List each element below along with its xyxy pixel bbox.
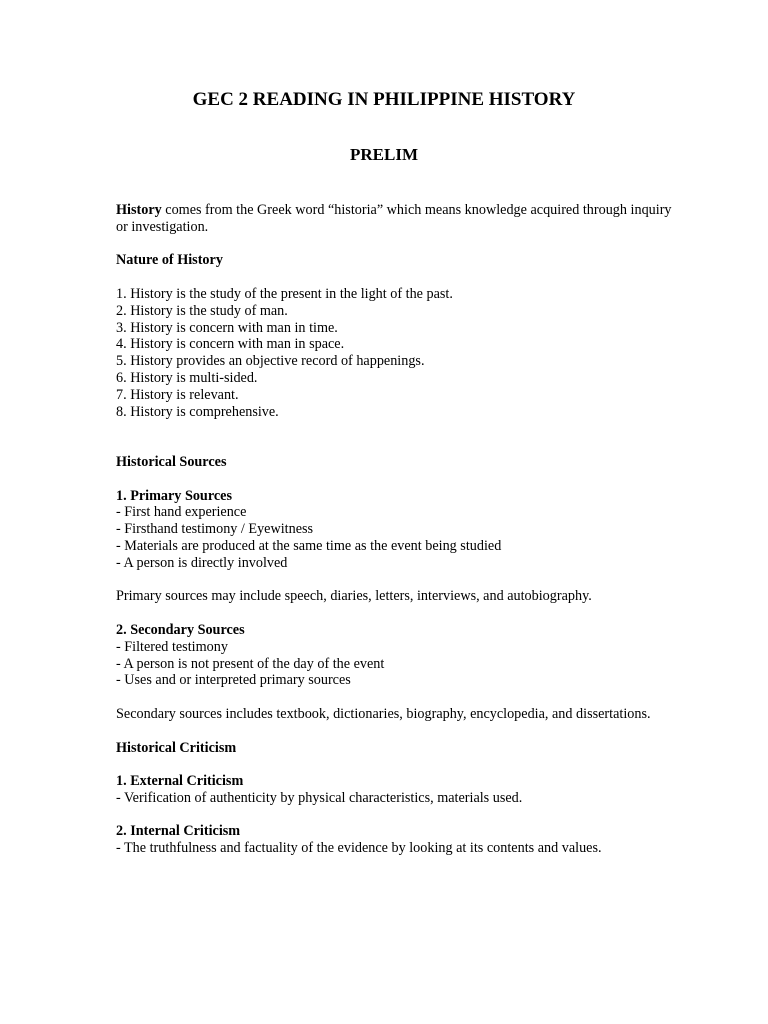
- internal-criticism-heading: 2. Internal Criticism: [116, 823, 241, 840]
- intro-paragraph: [116, 202, 676, 236]
- criticism-heading: Historical Criticism: [116, 739, 237, 756]
- sources-heading: Historical Sources: [116, 453, 227, 470]
- list-item: 2. History is the study of man.: [116, 302, 288, 319]
- secondary-sources-heading: 2. Secondary Sources: [116, 621, 245, 638]
- primary-sources-heading: 1. Primary Sources: [116, 487, 232, 504]
- list-item: 1. History is the study of the present in the light of the past.: [116, 285, 453, 302]
- list-item: - Materials are produced at the same time as the event being studied: [116, 537, 502, 554]
- secondary-sources-note: Secondary sources includes textbook, dictionaries, biography, encyclopedia, and dissertations.: [116, 705, 651, 722]
- list-item: - A person is not present of the day of the event: [116, 655, 385, 672]
- nature-list: [116, 286, 676, 420]
- list-item: 3. History is concern with man in time.: [116, 319, 338, 336]
- intro-term: History: [116, 202, 162, 218]
- page-title: GEC 2 READING IN PHILIPPINE HISTORY: [192, 89, 576, 110]
- external-criticism-text: - Verification of authenticity by physical characteristics, materials used.: [116, 789, 523, 806]
- page-subtitle: PRELIM: [350, 145, 418, 164]
- list-item: - Uses and or interpreted primary sources: [116, 672, 351, 689]
- primary-sources-note: Primary sources may include speech, diaries, letters, interviews, and autobiography.: [116, 588, 592, 605]
- external-criticism-heading: 1. External Criticism: [116, 773, 244, 790]
- list-item: 5. History provides an objective record of happenings.: [116, 353, 425, 370]
- list-item: - Filtered testimony: [116, 638, 228, 655]
- internal-criticism-text: - The truthfulness and factuality of the evidence by looking at its contents and values.: [116, 840, 602, 857]
- secondary-sources-list: [116, 639, 676, 689]
- list-item: - First hand experience: [116, 504, 247, 521]
- list-item: - Firsthand testimony / Eyewitness: [116, 521, 314, 538]
- primary-sources-list: [116, 504, 676, 571]
- list-item: - A person is directly involved: [116, 554, 288, 571]
- list-item: 4. History is concern with man in space.: [116, 336, 345, 353]
- document-body: [116, 202, 676, 857]
- list-item: 8. History is comprehensive.: [116, 403, 279, 420]
- list-item: 7. History is relevant.: [116, 386, 239, 403]
- nature-heading: Nature of History: [116, 252, 223, 269]
- intro-definition: comes from the Greek word “historia” which means knowledge acquired through inquiry or investigation.: [116, 202, 672, 235]
- list-item: 6. History is multi-sided.: [116, 369, 258, 386]
